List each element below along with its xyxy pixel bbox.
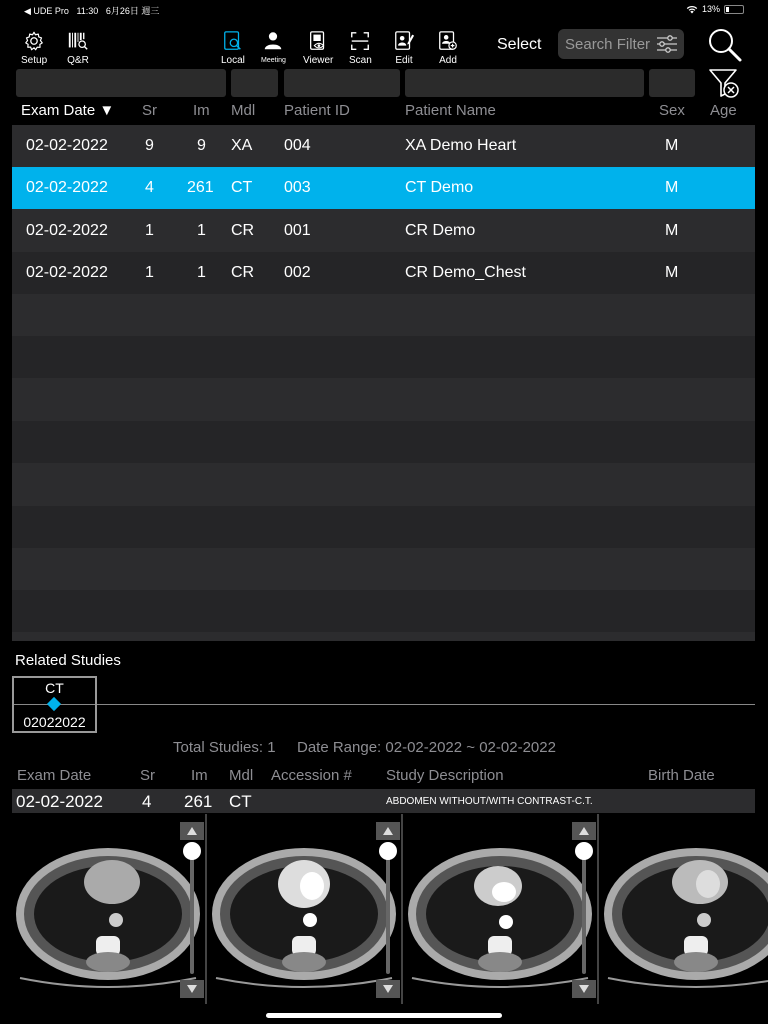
filter-patient-name[interactable] (405, 69, 644, 97)
slider-track (190, 844, 194, 974)
clear-filter-icon[interactable] (708, 68, 740, 100)
header-age[interactable]: Age (710, 102, 737, 119)
series-header-im: Im (191, 767, 208, 784)
scan-button[interactable] (349, 30, 372, 66)
series-thumbnail[interactable] (12, 814, 204, 1004)
edit-pencil-icon (393, 30, 415, 52)
edit-button[interactable] (393, 30, 415, 66)
study-list (12, 125, 755, 641)
study-row-selected[interactable] (12, 167, 755, 209)
related-date: 02022022 (23, 714, 86, 730)
qr-label: Q&R (67, 55, 89, 66)
thumbnail-divider (205, 814, 207, 1004)
study-list-header (0, 102, 768, 122)
local-label: Local (221, 55, 245, 66)
cell-patient-id: 002 (284, 264, 311, 281)
cell-patient-id: 003 (284, 179, 311, 196)
header-im[interactable]: Im (193, 102, 210, 119)
series-thumbnail[interactable] (404, 814, 596, 1004)
slice-up-button[interactable] (376, 822, 400, 840)
filter-sex[interactable] (649, 69, 695, 97)
thumbnail-divider (597, 814, 599, 1004)
cell-mdl: XA (231, 137, 253, 154)
empty-row (12, 548, 755, 590)
filter-exam-date[interactable] (16, 69, 226, 97)
filter-patient-id[interactable] (284, 69, 400, 97)
series-cell-im: 261 (184, 792, 213, 811)
timeline-marker-icon (47, 697, 61, 711)
cell-sex: M (665, 137, 679, 154)
thumbnail-divider (401, 814, 403, 1004)
triangle-down-icon (579, 985, 589, 993)
cell-patient-name: CR Demo (405, 222, 476, 239)
add-label: Add (439, 55, 457, 66)
series-header-birth-date: Birth Date (648, 767, 715, 784)
slider-knob[interactable] (183, 842, 201, 860)
series-cell-mdl: CT (229, 792, 252, 811)
timeline-line (96, 704, 755, 705)
series-thumbnails (12, 814, 768, 1004)
slice-down-button[interactable] (572, 980, 596, 998)
slice-down-button[interactable] (376, 980, 400, 998)
series-thumbnail[interactable] (208, 814, 400, 1004)
empty-row (12, 506, 755, 548)
slider-knob[interactable] (575, 842, 593, 860)
empty-row (12, 336, 755, 378)
status-bar (0, 0, 768, 20)
header-sr[interactable]: Sr (142, 102, 157, 119)
search-icon[interactable] (707, 27, 743, 63)
meeting-button[interactable] (261, 30, 286, 64)
header-exam-date[interactable]: Exam Date ▼ (21, 102, 115, 119)
wifi-icon (686, 5, 698, 14)
cell-patient-id: 004 (284, 137, 311, 154)
series-header-exam-date: Exam Date (17, 767, 92, 784)
empty-row (12, 463, 755, 505)
barcode-search-icon (67, 30, 89, 52)
triangle-up-icon (383, 827, 393, 835)
slice-slider[interactable] (180, 822, 204, 998)
cell-patient-name: CT Demo (405, 179, 474, 196)
triangle-down-icon (187, 985, 197, 993)
series-header-accession: Accession # (271, 767, 352, 784)
cell-im: 1 (197, 264, 206, 281)
battery-percent: 13% (701, 4, 720, 14)
total-studies: Total Studies: 1 (173, 739, 276, 756)
cell-sr: 4 (145, 179, 154, 196)
cell-im: 1 (197, 222, 206, 239)
cell-patient-name: XA Demo Heart (405, 137, 517, 154)
header-sex[interactable]: Sex (659, 102, 685, 119)
edit-label: Edit (395, 55, 413, 66)
slice-slider[interactable] (572, 822, 596, 998)
slice-up-button[interactable] (572, 822, 596, 840)
cell-patient-id: 001 (284, 222, 311, 239)
series-header-sr: Sr (140, 767, 155, 784)
cell-exam-date: 02-02-2022 (26, 137, 108, 154)
series-header-description: Study Description (386, 767, 504, 784)
cell-im: 261 (187, 179, 214, 196)
series-thumbnail[interactable] (600, 814, 768, 1004)
sliders-icon[interactable] (656, 35, 678, 53)
slider-track (386, 844, 390, 974)
ct-slice-image (404, 828, 596, 1004)
triangle-up-icon (187, 827, 197, 835)
cell-sr: 1 (145, 264, 154, 281)
cell-sex: M (665, 264, 679, 281)
series-cell-description: ABDOMEN WITHOUT/WITH CONTRAST-C.T. (386, 796, 593, 807)
ct-slice-image (600, 828, 768, 1004)
status-time: 11:30 (76, 6, 99, 16)
cell-exam-date: 02-02-2022 (26, 222, 108, 239)
meeting-label: Meeting (261, 57, 286, 64)
person-icon (262, 30, 284, 52)
status-date: 6月26日 週三 (105, 6, 160, 16)
empty-row (12, 421, 755, 463)
qr-button[interactable] (67, 30, 89, 66)
battery-icon (724, 5, 744, 14)
slice-slider[interactable] (376, 822, 400, 998)
slider-track (582, 844, 586, 974)
home-indicator[interactable] (266, 1013, 502, 1018)
add-button[interactable] (437, 30, 459, 66)
status-left (24, 4, 159, 17)
series-cell-sr: 4 (142, 792, 152, 811)
ct-slice-image (12, 828, 204, 1004)
cell-sr: 1 (145, 222, 154, 239)
series-study-row[interactable] (12, 789, 755, 813)
setup-label: Setup (21, 55, 48, 66)
cell-exam-date: 02-02-2022 (26, 264, 108, 281)
cell-mdl: CT (231, 179, 253, 196)
empty-row (12, 294, 755, 336)
related-study-card[interactable] (12, 676, 97, 733)
search-filter-input[interactable] (558, 29, 684, 59)
study-row[interactable] (12, 210, 755, 252)
triangle-down-icon (383, 985, 393, 993)
filter-modality[interactable] (231, 69, 278, 97)
local-button[interactable] (221, 30, 245, 66)
scan-label: Scan (349, 55, 372, 66)
viewer-label: Viewer (303, 55, 334, 66)
related-modality: CT (45, 680, 64, 696)
add-person-icon (437, 30, 459, 52)
cell-im: 9 (197, 137, 206, 154)
series-header-mdl: Mdl (229, 767, 254, 784)
scan-frame-icon (349, 30, 371, 52)
cell-sex: M (665, 179, 679, 196)
empty-row (12, 590, 755, 632)
slider-knob[interactable] (379, 842, 397, 860)
select-button[interactable]: Select (497, 36, 542, 53)
ct-slice-image (208, 828, 400, 1004)
header-mdl[interactable]: Mdl (231, 102, 256, 119)
column-filters (0, 69, 700, 97)
empty-row (12, 379, 755, 421)
cell-exam-date: 02-02-2022 (26, 179, 108, 196)
related-studies-title: Related Studies (15, 652, 121, 669)
triangle-up-icon (579, 827, 589, 835)
cell-sex: M (665, 222, 679, 239)
slice-up-button[interactable] (180, 822, 204, 840)
setup-button[interactable] (21, 30, 47, 66)
viewer-button[interactable] (303, 30, 333, 66)
viewer-eye-icon (307, 30, 329, 52)
slice-down-button[interactable] (180, 980, 204, 998)
local-folder-search-icon (222, 30, 244, 52)
study-row[interactable] (12, 252, 755, 294)
header-patient-id[interactable]: Patient ID (284, 102, 350, 119)
cell-patient-name: CR Demo_Chest (405, 264, 526, 281)
cell-mdl: CR (231, 222, 255, 239)
search-filter-placeholder: Search Filter (565, 35, 651, 53)
back-to-app[interactable]: ◀ UDE Pro (24, 6, 69, 16)
gear-icon (23, 30, 45, 52)
cell-sr: 9 (145, 137, 154, 154)
series-cell-date: 02-02-2022 (16, 792, 103, 811)
cell-mdl: CR (231, 264, 255, 281)
study-row[interactable] (12, 125, 755, 167)
header-patient-name[interactable]: Patient Name (405, 102, 496, 119)
status-right (686, 4, 744, 14)
date-range: Date Range: 02-02-2022 ~ 02-02-2022 (297, 739, 556, 756)
